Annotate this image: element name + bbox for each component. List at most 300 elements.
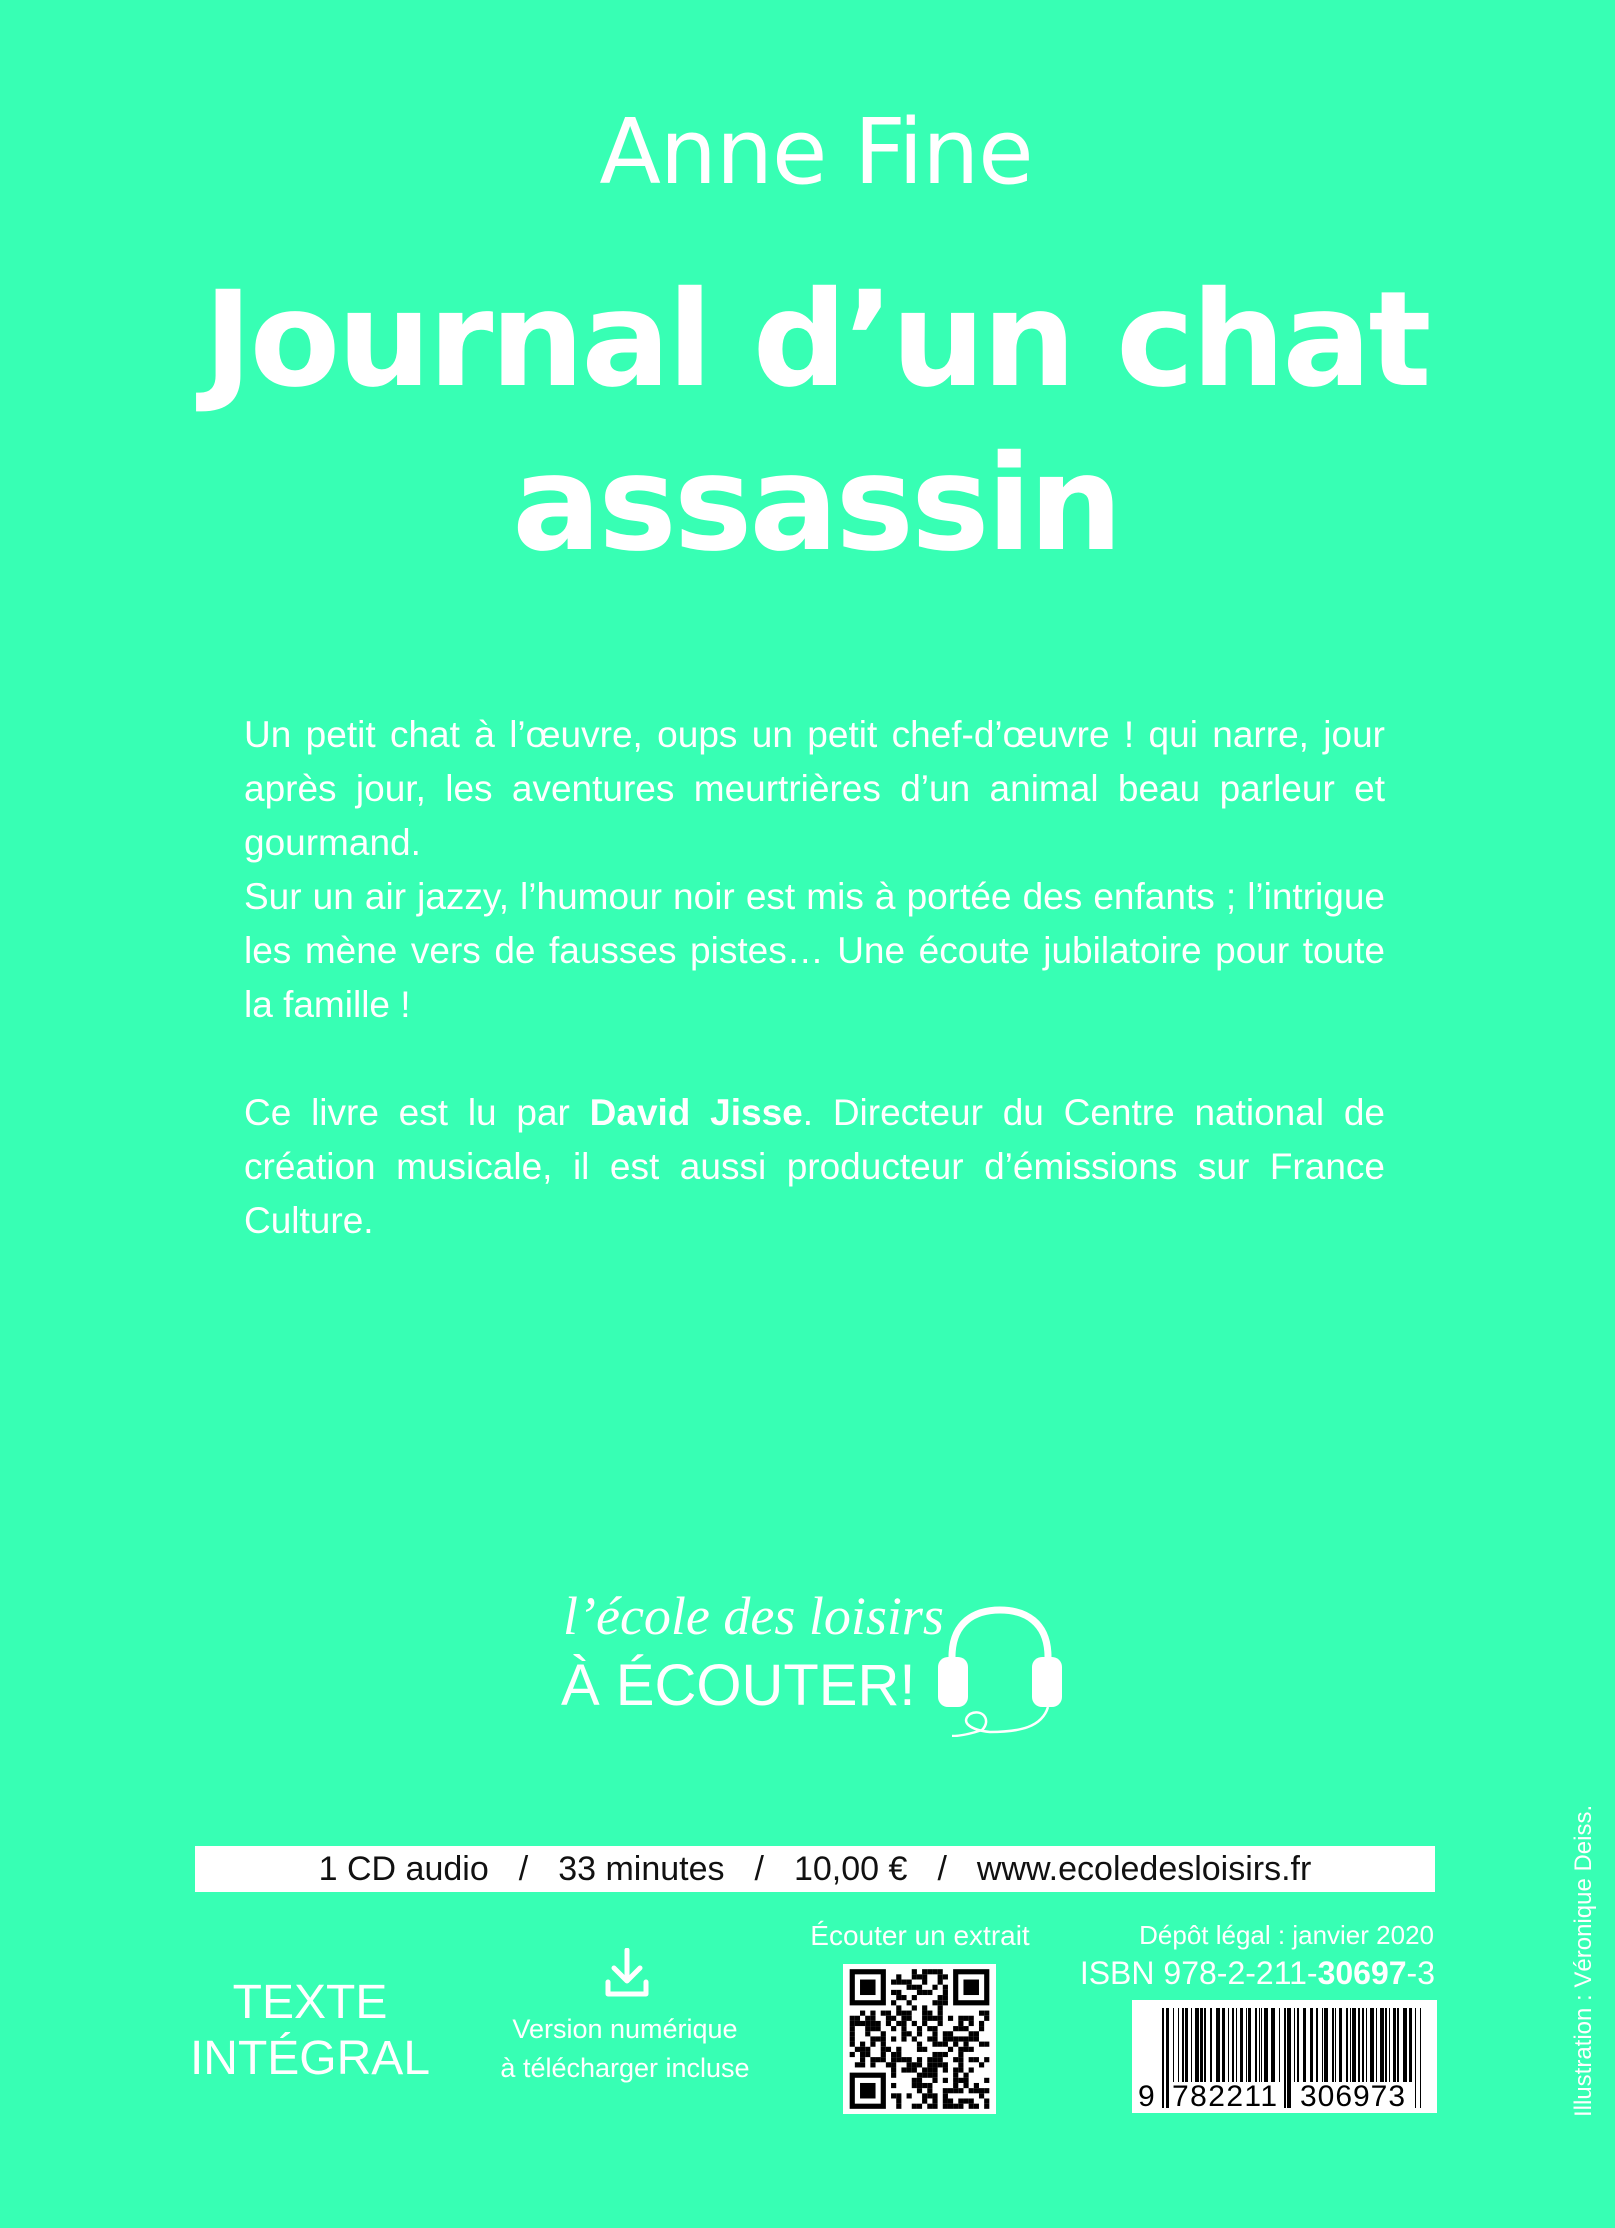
isbn-suffix: -3 — [1406, 1955, 1435, 1991]
qr-module — [896, 2011, 901, 2016]
qr-module — [963, 2026, 968, 2031]
barcode-bar — [1216, 2008, 1220, 2082]
barcode-bar — [1346, 2008, 1348, 2082]
qr-module — [876, 2021, 881, 2026]
barcode-bar — [1240, 2008, 1243, 2082]
qr-module — [984, 2042, 989, 2047]
separator: / — [518, 1850, 529, 1888]
barcode-bar — [1352, 2008, 1356, 2082]
qr-module — [907, 2000, 912, 2005]
qr-module — [927, 2016, 932, 2021]
qr-module — [938, 2021, 943, 2026]
qr-module — [881, 2036, 886, 2041]
book-title — [0, 258, 1615, 586]
separator: / — [754, 1850, 764, 1888]
qr-module — [958, 2067, 963, 2072]
qr-module — [881, 2031, 886, 2036]
qr-module — [953, 2042, 958, 2047]
qr-module — [943, 1985, 948, 1990]
qr-module — [974, 2036, 979, 2041]
qr-module — [917, 2083, 922, 2088]
qr-module — [896, 1974, 901, 1979]
qr-module — [984, 2078, 989, 2083]
qr-module — [917, 1974, 922, 1979]
qr-module — [927, 1990, 932, 1995]
qr-module — [932, 2000, 937, 2005]
barcode-bar — [1182, 2008, 1184, 2082]
qr-module — [938, 2052, 943, 2057]
barcode — [1132, 2000, 1437, 2113]
barcode-bar — [1255, 2008, 1257, 2082]
qr-module — [886, 2011, 891, 2016]
barcode-bar — [1178, 2008, 1179, 2082]
qr-module — [896, 2021, 901, 2026]
qr-module — [896, 2005, 901, 2010]
qr-module — [850, 2026, 855, 2031]
qr-module — [927, 2067, 932, 2072]
barcode-bar — [1370, 2008, 1374, 2082]
description-paragraph: Un petit chat à l’œuvre, oups un petit chef-d’œuvre ! qui narre, jour après jour, les aventures meurtrières d’un animal beau parleur et gourmand. — [244, 714, 1385, 863]
qr-module — [907, 2011, 912, 2016]
qr-module — [953, 2078, 958, 2083]
qr-module — [984, 2088, 989, 2093]
barcode-bar — [1385, 2008, 1387, 2082]
qr-module — [948, 2047, 953, 2052]
qr-module — [912, 1974, 917, 1979]
qr-module — [855, 2021, 860, 2026]
qr-module — [969, 2031, 974, 2036]
qr-module — [855, 2016, 860, 2021]
qr-module — [865, 2031, 870, 2036]
isbn — [1080, 1955, 1435, 1992]
qr-module — [953, 2083, 958, 2088]
barcode-bar — [1264, 2008, 1268, 2082]
qr-module — [896, 1980, 901, 1985]
qr-module — [886, 2047, 891, 2052]
author-name: Anne Fine — [599, 100, 1033, 205]
qr-module — [912, 2078, 917, 2083]
qr-module — [896, 2047, 901, 2052]
barcode-bar — [1210, 2008, 1212, 2082]
qr-code[interactable] — [843, 1964, 996, 2114]
barcode-bar — [1287, 2008, 1291, 2108]
qr-module — [891, 2052, 896, 2057]
qr-module — [891, 2093, 896, 2098]
qr-module — [870, 2036, 875, 2041]
website-link[interactable]: www.ecoledesloisirs.fr — [976, 1850, 1312, 1888]
qr-module — [963, 1980, 979, 1996]
qr-module — [922, 2098, 927, 2103]
qr-module — [948, 2098, 953, 2103]
qr-module — [938, 1969, 943, 1974]
qr-module — [932, 2073, 937, 2078]
qr-module — [917, 2073, 922, 2078]
qr-module — [860, 2052, 865, 2057]
qr-module — [979, 2088, 984, 2093]
qr-module — [932, 1969, 937, 1974]
barcode-bar — [1279, 2008, 1280, 2082]
isbn-bold: 30697 — [1317, 1955, 1407, 1991]
barcode-bar — [1185, 2008, 1188, 2082]
qr-module — [932, 2057, 937, 2062]
barcode-bar — [1297, 2008, 1299, 2082]
qr-module — [948, 2104, 953, 2109]
qr-module — [912, 1995, 917, 2000]
qr-module — [865, 2052, 870, 2057]
qr-module — [984, 2098, 989, 2103]
barcode-bar — [1162, 2008, 1164, 2108]
qr-module — [969, 2047, 974, 2052]
qr-module — [865, 2016, 870, 2021]
qr-module — [927, 2104, 932, 2109]
qr-module — [953, 2067, 958, 2072]
qr-module — [958, 2098, 963, 2103]
qr-module — [912, 2036, 917, 2041]
qr-module — [891, 2057, 896, 2062]
qr-module — [907, 2031, 912, 2036]
qr-module — [927, 1969, 932, 1974]
qr-module — [891, 2026, 896, 2031]
qr-module — [922, 1990, 927, 1995]
reader-name: David Jisse — [589, 1092, 803, 1133]
qr-module — [969, 2067, 974, 2072]
qr-module — [932, 2016, 937, 2021]
qr-module — [958, 2104, 963, 2109]
reader-text: Ce livre est lu par — [244, 1092, 590, 1133]
qr-module — [948, 2036, 953, 2041]
barcode-bar — [1271, 2008, 1275, 2082]
qr-module — [922, 2093, 927, 2098]
qr-module — [932, 2062, 937, 2067]
barcode-bar — [1236, 2008, 1237, 2082]
qr-module — [907, 1985, 912, 1990]
qr-module — [943, 2031, 948, 2036]
qr-module — [876, 2026, 881, 2031]
barcode-bar — [1350, 2008, 1351, 2082]
qr-module — [891, 2067, 896, 2072]
qr-module — [907, 2093, 912, 2098]
qr-module — [922, 2005, 927, 2010]
qr-module — [932, 2026, 937, 2031]
publisher-logo: l’école des loisirs — [563, 1586, 944, 1646]
qr-module — [953, 2104, 958, 2109]
qr-module — [881, 2042, 886, 2047]
collection-name: À ÉCOUTER! — [561, 1653, 916, 1718]
qr-module — [922, 2067, 927, 2072]
qr-module — [907, 1980, 912, 1985]
qr-module — [907, 2016, 912, 2021]
qr-module — [953, 2057, 958, 2062]
barcode-bar — [1228, 2008, 1229, 2082]
barcode-bar — [1397, 2008, 1399, 2082]
qr-module — [958, 2016, 963, 2021]
qr-module — [958, 2057, 963, 2062]
qr-module — [881, 2052, 886, 2057]
qr-module — [901, 2057, 906, 2062]
qr-module — [912, 2062, 917, 2067]
qr-module — [938, 2005, 943, 2010]
barcode-bar — [1339, 2008, 1342, 2082]
qr-module — [979, 2011, 984, 2016]
qr-module — [984, 2057, 989, 2062]
qr-module — [855, 2062, 860, 2067]
qr-module — [963, 2098, 968, 2103]
qr-module — [901, 2036, 906, 2041]
qr-module — [958, 2078, 963, 2083]
qr-module — [922, 2073, 927, 2078]
qr-module — [969, 2016, 974, 2021]
qr-module — [963, 2083, 968, 2088]
isbn-prefix: ISBN 978-2-211- — [1079, 1955, 1318, 1991]
qr-module — [886, 2062, 891, 2067]
qr-module — [948, 2016, 953, 2021]
qr-module — [912, 1969, 917, 1974]
qr-module — [979, 2042, 984, 2047]
qr-module — [927, 2073, 932, 2078]
qr-module — [969, 2098, 974, 2103]
qr-module — [953, 2088, 958, 2093]
qr-module — [891, 2073, 896, 2078]
qr-module — [932, 2042, 937, 2047]
qr-module — [963, 2036, 968, 2041]
barcode-bar — [1389, 2008, 1390, 2082]
qr-module — [938, 1995, 943, 2000]
barcode-bar — [1366, 2008, 1367, 2082]
qr-module — [927, 2026, 932, 2031]
qr-module — [917, 1985, 922, 1990]
qr-module — [938, 2042, 943, 2047]
texte-line-1: TEXTE — [232, 1976, 388, 2029]
qr-module — [917, 2104, 922, 2109]
digital-version-label — [480, 2010, 770, 2088]
barcode-bar — [1316, 2008, 1318, 2082]
qr-module — [850, 2031, 855, 2036]
qr-module — [927, 2057, 932, 2062]
barcode-bar — [1261, 2008, 1262, 2082]
illustration-credit: Illustration : Véronique Deiss. — [1570, 1804, 1597, 2117]
qr-module — [953, 2026, 958, 2031]
qr-module — [932, 2067, 937, 2072]
barcode-bar — [1166, 2008, 1169, 2108]
qr-module — [943, 2078, 948, 2083]
qr-module — [860, 2083, 876, 2099]
qr-module — [943, 2093, 948, 2098]
qr-module — [891, 2062, 896, 2067]
qr-module — [927, 2083, 932, 2088]
qr-module — [912, 2021, 917, 2026]
qr-module — [932, 2052, 937, 2057]
qr-module — [865, 2047, 870, 2052]
qr-module — [850, 2052, 855, 2057]
qr-module — [943, 1990, 948, 1995]
qr-module — [860, 2042, 865, 2047]
qr-module — [927, 2093, 932, 2098]
qr-module — [850, 2016, 855, 2021]
qr-module — [948, 2088, 953, 2093]
qr-module — [901, 2031, 906, 2036]
barcode-bar — [1294, 2008, 1295, 2082]
barcode-bar — [1248, 2008, 1251, 2082]
title-line-2: assassin — [512, 427, 1120, 581]
qr-module — [912, 1985, 917, 1990]
qr-module — [974, 2104, 979, 2109]
qr-module — [927, 2088, 932, 2093]
qr-module — [912, 2005, 917, 2010]
qr-module — [927, 2036, 932, 2041]
qr-module — [901, 2011, 906, 2016]
qr-module — [896, 1995, 901, 2000]
qr-module — [922, 2021, 927, 2026]
qr-module — [922, 2047, 927, 2052]
barcode-bar — [1420, 2008, 1421, 2108]
qr-module — [881, 2047, 886, 2052]
qr-module — [969, 2104, 974, 2109]
qr-module — [938, 1974, 943, 1979]
qr-module — [917, 2042, 922, 2047]
qr-module — [907, 2062, 912, 2067]
qr-module — [974, 2088, 979, 2093]
qr-module — [932, 2098, 937, 2103]
barcode-bar — [1173, 2008, 1174, 2082]
qr-module — [896, 2104, 901, 2109]
qr-module — [876, 2036, 881, 2041]
qr-module — [963, 2047, 968, 2052]
qr-module — [912, 2067, 917, 2072]
barcode-bar — [1335, 2008, 1336, 2082]
qr-module — [943, 2052, 948, 2057]
qr-module — [938, 1980, 943, 1985]
qr-module — [958, 2052, 963, 2057]
barcode-bar — [1415, 2008, 1416, 2108]
qr-module — [860, 1980, 876, 1996]
download-icon — [604, 1948, 650, 1998]
qr-module — [881, 2057, 886, 2062]
qr-module — [860, 2062, 865, 2067]
qr-module — [969, 2088, 974, 2093]
qr-module — [901, 2067, 906, 2072]
qr-module — [922, 2083, 927, 2088]
qr-module — [979, 2026, 984, 2031]
qr-module — [938, 2016, 943, 2021]
qr-module — [969, 2057, 974, 2062]
qr-module — [969, 2036, 974, 2041]
qr-module — [932, 2104, 937, 2109]
qr-module — [984, 2011, 989, 2016]
headphones-icon — [930, 1602, 1070, 1737]
qr-module — [896, 1990, 901, 1995]
qr-module — [963, 2016, 968, 2021]
qr-module — [912, 2104, 917, 2109]
qr-module — [922, 1974, 927, 1979]
qr-module — [943, 1995, 948, 2000]
info-bar — [195, 1846, 1435, 1892]
qr-module — [958, 2088, 963, 2093]
qr-module — [907, 2057, 912, 2062]
barcode-bar — [1376, 2008, 1377, 2082]
qr-module — [969, 2021, 974, 2026]
barcode-bar — [1284, 2008, 1286, 2108]
qr-module — [948, 2031, 953, 2036]
qr-module — [938, 2011, 943, 2016]
qr-module — [938, 2000, 943, 2005]
qr-module — [860, 2021, 865, 2026]
barcode-bar — [1393, 2008, 1396, 2082]
qr-module — [886, 2021, 891, 2026]
qr-module — [963, 2042, 968, 2047]
qr-module — [870, 2042, 875, 2047]
qr-module — [917, 2031, 922, 2036]
legal-deposit: Dépôt légal : janvier 2020 — [1139, 1920, 1434, 1950]
barcode-bar — [1310, 2008, 1313, 2082]
qr-module — [958, 2036, 963, 2041]
qr-module — [870, 2016, 875, 2021]
qr-module — [917, 1990, 922, 1995]
qr-module — [943, 2042, 948, 2047]
barcode-digits-left: 782211 — [1172, 2080, 1277, 2113]
qr-module — [974, 2031, 979, 2036]
qr-module — [932, 2036, 937, 2041]
qr-module — [896, 2057, 901, 2062]
qr-module — [891, 2016, 896, 2021]
qr-module — [958, 2047, 963, 2052]
barcode-bar — [1380, 2008, 1384, 2082]
qr-module — [927, 2011, 932, 2016]
qr-module — [958, 2026, 963, 2031]
barcode-bar — [1324, 2008, 1328, 2082]
barcode-bar — [1232, 2008, 1234, 2082]
duration: 33 minutes — [558, 1850, 725, 1888]
reader-bio: . Directeur du Centre national de création musicale, il est aussi producteur d’émissions sur France Culture. — [244, 1092, 1385, 1241]
qr-module — [860, 2011, 865, 2016]
qr-label: Écouter un extrait — [810, 1920, 1030, 1951]
qr-module — [860, 2047, 865, 2052]
qr-module — [943, 2067, 948, 2072]
barcode-digits-right: 306973 — [1300, 2080, 1405, 2113]
qr-module — [943, 2104, 948, 2109]
qr-module — [901, 2021, 906, 2026]
qr-module — [870, 2021, 875, 2026]
qr-module — [907, 2067, 912, 2072]
qr-module — [922, 2011, 927, 2016]
qr-module — [943, 2062, 948, 2067]
qr-module — [860, 2057, 865, 2062]
price: 10,00 € — [793, 1850, 908, 1888]
qr-module — [979, 2021, 984, 2026]
qr-module — [876, 2057, 881, 2062]
qr-module — [917, 2026, 922, 2031]
qr-module — [850, 2036, 855, 2041]
qr-module — [870, 2062, 875, 2067]
qr-module — [917, 2047, 922, 2052]
qr-module — [938, 2062, 943, 2067]
format: 1 CD audio — [318, 1850, 489, 1888]
qr-module — [984, 2104, 989, 2109]
qr-module — [855, 2047, 860, 2052]
qr-module — [943, 2098, 948, 2103]
qr-module — [943, 1974, 948, 1979]
title-line-1: Journal d’un chat — [203, 263, 1429, 417]
qr-module — [963, 2073, 968, 2078]
qr-module — [917, 2088, 922, 2093]
barcode-bar — [1362, 2008, 1364, 2082]
barcode-bar — [1222, 2008, 1225, 2082]
description — [244, 708, 1385, 1248]
barcode-bar — [1403, 2008, 1407, 2082]
barcode-bar — [1303, 2008, 1306, 2082]
qr-module — [953, 2036, 958, 2041]
barcode-digit-first: 9 — [1138, 2080, 1155, 2113]
qr-module — [901, 2016, 906, 2021]
